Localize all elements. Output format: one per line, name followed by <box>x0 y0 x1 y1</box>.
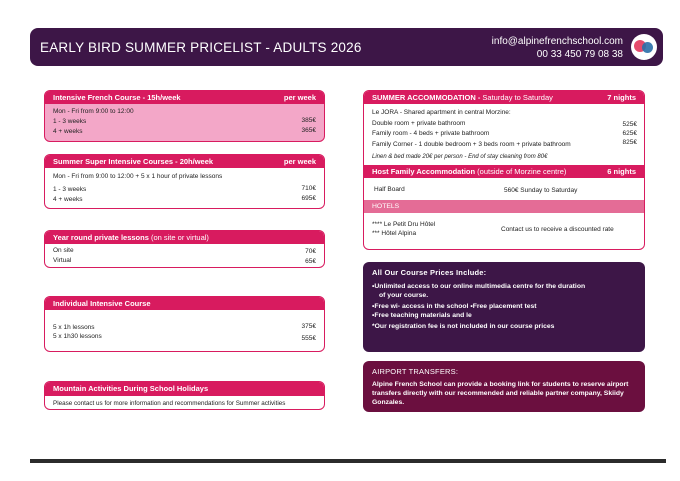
nights-label: 7 nights <box>607 93 636 102</box>
includes-item: •Free wi- access in the school •Free placement test <box>372 303 537 310</box>
school-logo <box>631 34 657 60</box>
individual-course-header <box>45 297 324 310</box>
header-banner <box>30 28 663 66</box>
includes-item: •Free teaching materials and le <box>372 312 472 319</box>
individual-row-label: 5 x 1h lessons <box>53 324 95 331</box>
hotel-name: *** Hôtel Alpina <box>372 230 417 237</box>
includes-title: All Our Course Prices Include: <box>372 268 487 277</box>
super-intensive-row-price: 710€ <box>301 185 316 192</box>
email-link[interactable]: info@alpinefrenchschool.com <box>491 36 623 47</box>
super-intensive-row-price: 695€ <box>301 195 316 202</box>
per-week-label: per week <box>283 93 316 102</box>
airport-text: Alpine French School can provide a booking link for students to reserve airport transfers directly with our recommended and reliable partner company, Skiidy Gonzales. <box>372 381 629 406</box>
per-week-label: per week <box>283 157 316 166</box>
accommodation-row-label: Family Corner - 1 double bedroom + 3 beds room + private bathroom <box>372 141 571 148</box>
accommodation-row-price: 525€ <box>622 121 637 128</box>
private-lessons-header <box>45 231 324 244</box>
individual-row-price: 555€ <box>301 335 316 342</box>
intensive-schedule: Mon - Fri from 9:00 to 12:00 <box>53 108 134 115</box>
accommodation-card <box>363 90 645 250</box>
intensive-course-card <box>44 90 325 142</box>
private-row-price: 65€ <box>305 258 316 265</box>
mountain-activities-header <box>45 382 324 396</box>
host-nights-label: 6 nights <box>607 167 636 176</box>
super-intensive-card <box>44 154 325 209</box>
intensive-row-label: 4 + weeks <box>53 128 83 135</box>
individual-row-label: 5 x 1h30 lessons <box>53 333 102 340</box>
accommodation-row-label: Family room - 4 beds + private bathroom <box>372 130 490 137</box>
individual-course-card <box>44 296 325 352</box>
super-intensive-row-label: 4 + weeks <box>53 196 83 203</box>
mountain-activities-card <box>44 381 325 410</box>
accommodation-row-price: 825€ <box>622 139 637 146</box>
super-intensive-header <box>45 155 324 168</box>
super-intensive-row-label: 1 - 3 weeks <box>53 186 87 193</box>
private-lessons-title: Year round private lessons <box>53 233 149 242</box>
mountain-activities-text: Please contact us for more information and recommendations for Summer activities <box>53 400 286 407</box>
super-intensive-schedule: Mon - Fri from 9:00 to 12:00 + 5 x 1 hour of private lessons <box>53 173 223 180</box>
host-family-title: Host Family Accommodation <box>372 167 476 176</box>
individual-course-title: Individual Intensive Course <box>53 299 151 308</box>
mountain-activities-title: Mountain Activities During School Holidays <box>53 384 209 393</box>
includes-item: *Our registration fee is not included in our course prices <box>372 323 555 330</box>
host-family-subtitle: (outside of Morzine centre) <box>477 167 567 176</box>
accommodation-intro: Le JORA - Shared apartment in central Morzine: <box>372 109 511 116</box>
accommodation-subtitle: Saturday to Saturday <box>482 93 553 102</box>
accommodation-note: Linen & bed made 20€ per person - End of stay cleaning from 80€ <box>372 154 548 160</box>
intensive-row-price: 365€ <box>301 127 316 134</box>
host-family-label: Half Board <box>374 186 405 193</box>
airport-transfers-box <box>363 361 645 412</box>
intensive-row-label: 1 - 3 weeks <box>53 118 87 125</box>
hotels-header <box>364 200 644 213</box>
contact-info <box>492 35 623 61</box>
accommodation-header <box>364 91 644 104</box>
hotels-title: HOTELS <box>372 203 400 210</box>
hotels-note: Contact us to receive a discounted rate <box>501 226 614 233</box>
intensive-course-header <box>45 91 324 104</box>
private-row-label: Virtual <box>53 257 72 264</box>
private-lessons-card <box>44 230 325 268</box>
includes-item: •Unlimited access to our online multimedia centre for the duration <box>372 283 586 290</box>
host-family-value: 560€ Sunday to Saturday <box>504 187 578 194</box>
host-family-header <box>364 165 644 178</box>
private-lessons-subtitle: (on site or virtual) <box>150 233 209 242</box>
page-title: EARLY BIRD SUMMER PRICELIST - ADULTS 2026 <box>40 40 362 55</box>
private-row-price: 70€ <box>305 248 316 255</box>
accommodation-row-price: 625€ <box>622 130 637 137</box>
individual-row-price: 375€ <box>301 323 316 330</box>
private-row-label: On site <box>53 247 74 254</box>
airport-title: AIRPORT TRANSFERS: <box>372 367 459 376</box>
intensive-row-price: 385€ <box>301 117 316 124</box>
course-includes-box <box>363 262 645 352</box>
hotel-name: **** Le Petit Dru Hôtel <box>372 221 436 228</box>
accommodation-title: SUMMER ACCOMMODATION - <box>372 93 481 102</box>
footer-divider <box>30 459 666 463</box>
super-intensive-title: Summer Super Intensive Courses - 20h/week <box>53 157 214 166</box>
accommodation-row-label: Double room + private bathroom <box>372 120 466 127</box>
includes-item: of your course. <box>379 292 429 299</box>
intensive-course-title: Intensive French Course - 15h/week <box>53 93 181 102</box>
phone-number: 00 33 450 79 08 38 <box>536 49 623 60</box>
